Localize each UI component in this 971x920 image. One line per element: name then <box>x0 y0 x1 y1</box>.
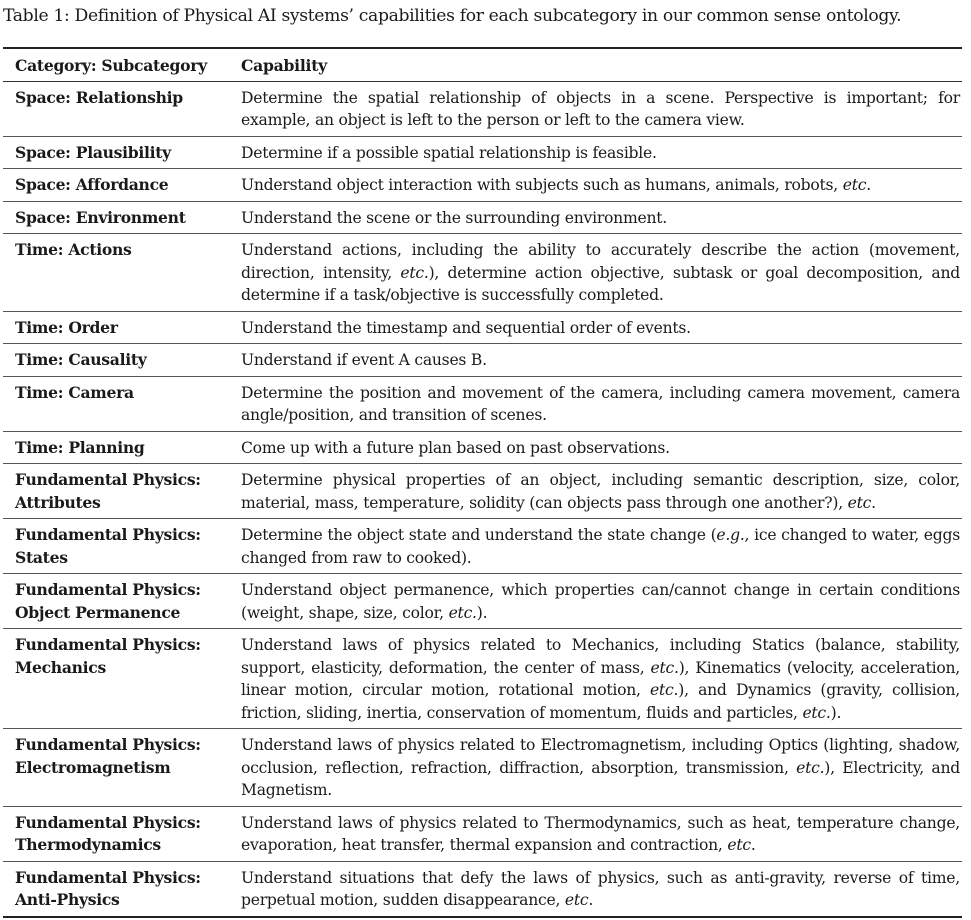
category-line: Anti-Physics <box>15 890 120 909</box>
category-line: Time: Planning <box>15 437 145 457</box>
capability-text: Understand the scene or the surrounding environment. <box>241 208 667 227</box>
row-category <box>3 519 241 574</box>
category-line: Time: Order <box>15 317 118 337</box>
row-capability <box>241 311 962 344</box>
capability-text: Determine if a possible spatial relationship is feasible. <box>241 143 657 162</box>
table-row <box>3 464 962 519</box>
capability-text: ), and Dynamics (gravity, collision, friction, sliding, inertia, conservation of momentum, fluids and particles, <box>241 681 960 722</box>
table-row <box>3 861 962 917</box>
capability-text: , ice changed to water, eggs changed from raw to cooked). <box>241 526 960 567</box>
header-capability: Capability <box>241 48 962 81</box>
row-category <box>3 201 241 234</box>
category-line: Attributes <box>15 492 101 512</box>
category-line: Mechanics <box>15 657 106 677</box>
table-row <box>3 629 962 729</box>
capability-text: Understand the timestamp and sequential order of events. <box>241 318 691 337</box>
table-row <box>3 431 962 464</box>
capability-text: Understand if event A causes B. <box>241 351 487 369</box>
category-line: Fundamental Physics: <box>15 635 201 654</box>
table-row <box>3 806 962 861</box>
row-capability <box>241 574 962 629</box>
capability-table <box>3 47 962 918</box>
capability-text: Determine the object state and understand the state change ( <box>241 526 717 544</box>
capability-italic-text: etc. <box>802 703 831 722</box>
table-row <box>3 201 962 234</box>
capability-text: . <box>871 493 876 512</box>
table-body <box>3 81 962 917</box>
category-line: Time: Causality <box>15 350 147 369</box>
row-category <box>3 344 241 377</box>
row-capability <box>241 729 962 807</box>
capability-text: Understand situations that defy the laws of physics, such as anti-gravity, reverse of time, perpetual motion, sudden disappearance, <box>241 868 960 909</box>
table-row <box>3 344 962 377</box>
row-category <box>3 806 241 861</box>
row-capability <box>241 344 962 377</box>
capability-text: ), Electricity, and Magnetism. <box>241 758 961 799</box>
category-line: Fundamental Physics: <box>15 470 201 489</box>
capability-text: ). <box>830 703 842 722</box>
category-line: Fundamental Physics: <box>15 580 201 599</box>
row-capability <box>241 234 962 312</box>
capability-text: Understand laws of physics related to Mechanics, including Statics (balance, stability, support, elasticity, deformation, the center of mass, <box>241 636 960 677</box>
row-category <box>3 861 241 917</box>
capability-italic-text: e.g. <box>716 526 745 544</box>
row-category <box>3 574 241 629</box>
category-line: Time: Actions <box>15 240 132 259</box>
category-line: Fundamental Physics: <box>15 525 201 544</box>
table-row <box>3 81 962 136</box>
capability-text: Determine physical properties of an object, including semantic description, size, color, material, mass, temperature, solidity (can objects pass through one another?), <box>241 471 960 512</box>
category-line: Thermodynamics <box>15 835 161 854</box>
category-line: States <box>15 547 68 567</box>
capability-text: ), determine action objective, subtask or goal decomposition, and determine if a task/objective is successfully completed. <box>241 263 961 304</box>
capability-text: Understand object permanence, which properties can/cannot change in certain conditions (weight, shape, size, color, <box>241 581 960 622</box>
table-row <box>3 376 962 431</box>
capability-italic-text: etc. <box>448 603 477 622</box>
row-capability <box>241 629 962 729</box>
row-capability <box>241 376 962 431</box>
row-capability <box>241 136 962 169</box>
capability-text: . <box>750 836 756 854</box>
category-line: Space: Relationship <box>15 87 183 107</box>
capability-text: . <box>866 176 871 194</box>
capability-text: Come up with a future plan based on past observations. <box>241 438 670 457</box>
row-capability <box>241 464 962 519</box>
category-line: Fundamental Physics: <box>15 867 201 887</box>
row-capability <box>241 806 962 861</box>
table-row <box>3 234 962 312</box>
category-line: Space: Environment <box>15 207 186 227</box>
row-category <box>3 136 241 169</box>
table-header-row <box>3 48 962 81</box>
table-row <box>3 574 962 629</box>
row-capability <box>241 169 962 202</box>
capability-italic-text: etc. <box>796 758 825 777</box>
category-line: Space: Affordance <box>15 175 169 194</box>
category-line: Time: Camera <box>15 382 134 402</box>
capability-text: Determine the spatial relationship of objects in a scene. Perspective is important; for example, an object is left to the person or left to the camera view. <box>241 88 960 129</box>
capability-text: ), Kinematics (velocity, acceleration, linear motion, circular motion, rotational motion, <box>241 658 960 699</box>
category-line: Space: Plausibility <box>15 142 171 162</box>
row-capability <box>241 201 962 234</box>
capability-italic-text: etc. <box>650 681 679 699</box>
row-category <box>3 234 241 312</box>
row-category <box>3 376 241 431</box>
capability-italic-text: etc. <box>650 658 679 677</box>
row-category <box>3 431 241 464</box>
row-capability <box>241 519 962 574</box>
category-line: Object Permanence <box>15 602 181 622</box>
capability-italic-text: etc. <box>400 263 429 282</box>
row-category <box>3 169 241 202</box>
capability-text: Understand laws of physics related to Electromagnetism, including Optics (lighting, shadow, occlusion, reflection, refraction, diffraction, absorption, transmission, <box>241 736 960 777</box>
category-line: Electromagnetism <box>15 757 171 777</box>
capability-text: Determine the position and movement of the camera, including camera movement, camera angle/position, and transition of scenes. <box>241 383 960 424</box>
row-capability <box>241 431 962 464</box>
table-row <box>3 729 962 807</box>
row-category <box>3 81 241 136</box>
row-category <box>3 629 241 729</box>
capability-italic-text: etc <box>564 891 589 909</box>
table-row <box>3 311 962 344</box>
row-capability <box>241 861 962 917</box>
header-category: Category: Subcategory <box>3 48 241 81</box>
capability-text: Understand object interaction with subjects such as humans, animals, robots, <box>241 176 843 194</box>
capability-italic-text: etc <box>842 176 867 194</box>
capability-text: . <box>588 891 594 909</box>
table-row <box>3 169 962 202</box>
capability-italic-text: etc <box>727 836 751 854</box>
capability-italic-text: etc <box>847 493 872 512</box>
table-caption: Table 1: Definition of Physical AI systems’ capabilities for each subcategory in our common sense ontology. <box>3 6 902 26</box>
row-category <box>3 311 241 344</box>
table-row <box>3 136 962 169</box>
category-line: Fundamental Physics: <box>15 735 201 754</box>
capability-text: ). <box>476 603 488 622</box>
table-row <box>3 519 962 574</box>
row-capability <box>241 81 962 136</box>
row-category <box>3 729 241 807</box>
row-category <box>3 464 241 519</box>
category-line: Fundamental Physics: <box>15 812 201 832</box>
capability-text: Understand laws of physics related to Thermodynamics, such as heat, temperature change, evaporation, heat transfer, thermal expansion and contraction, <box>241 813 960 854</box>
capability-text: Understand actions, including the ability to accurately describe the action (movement, direction, intensity, <box>241 241 960 282</box>
